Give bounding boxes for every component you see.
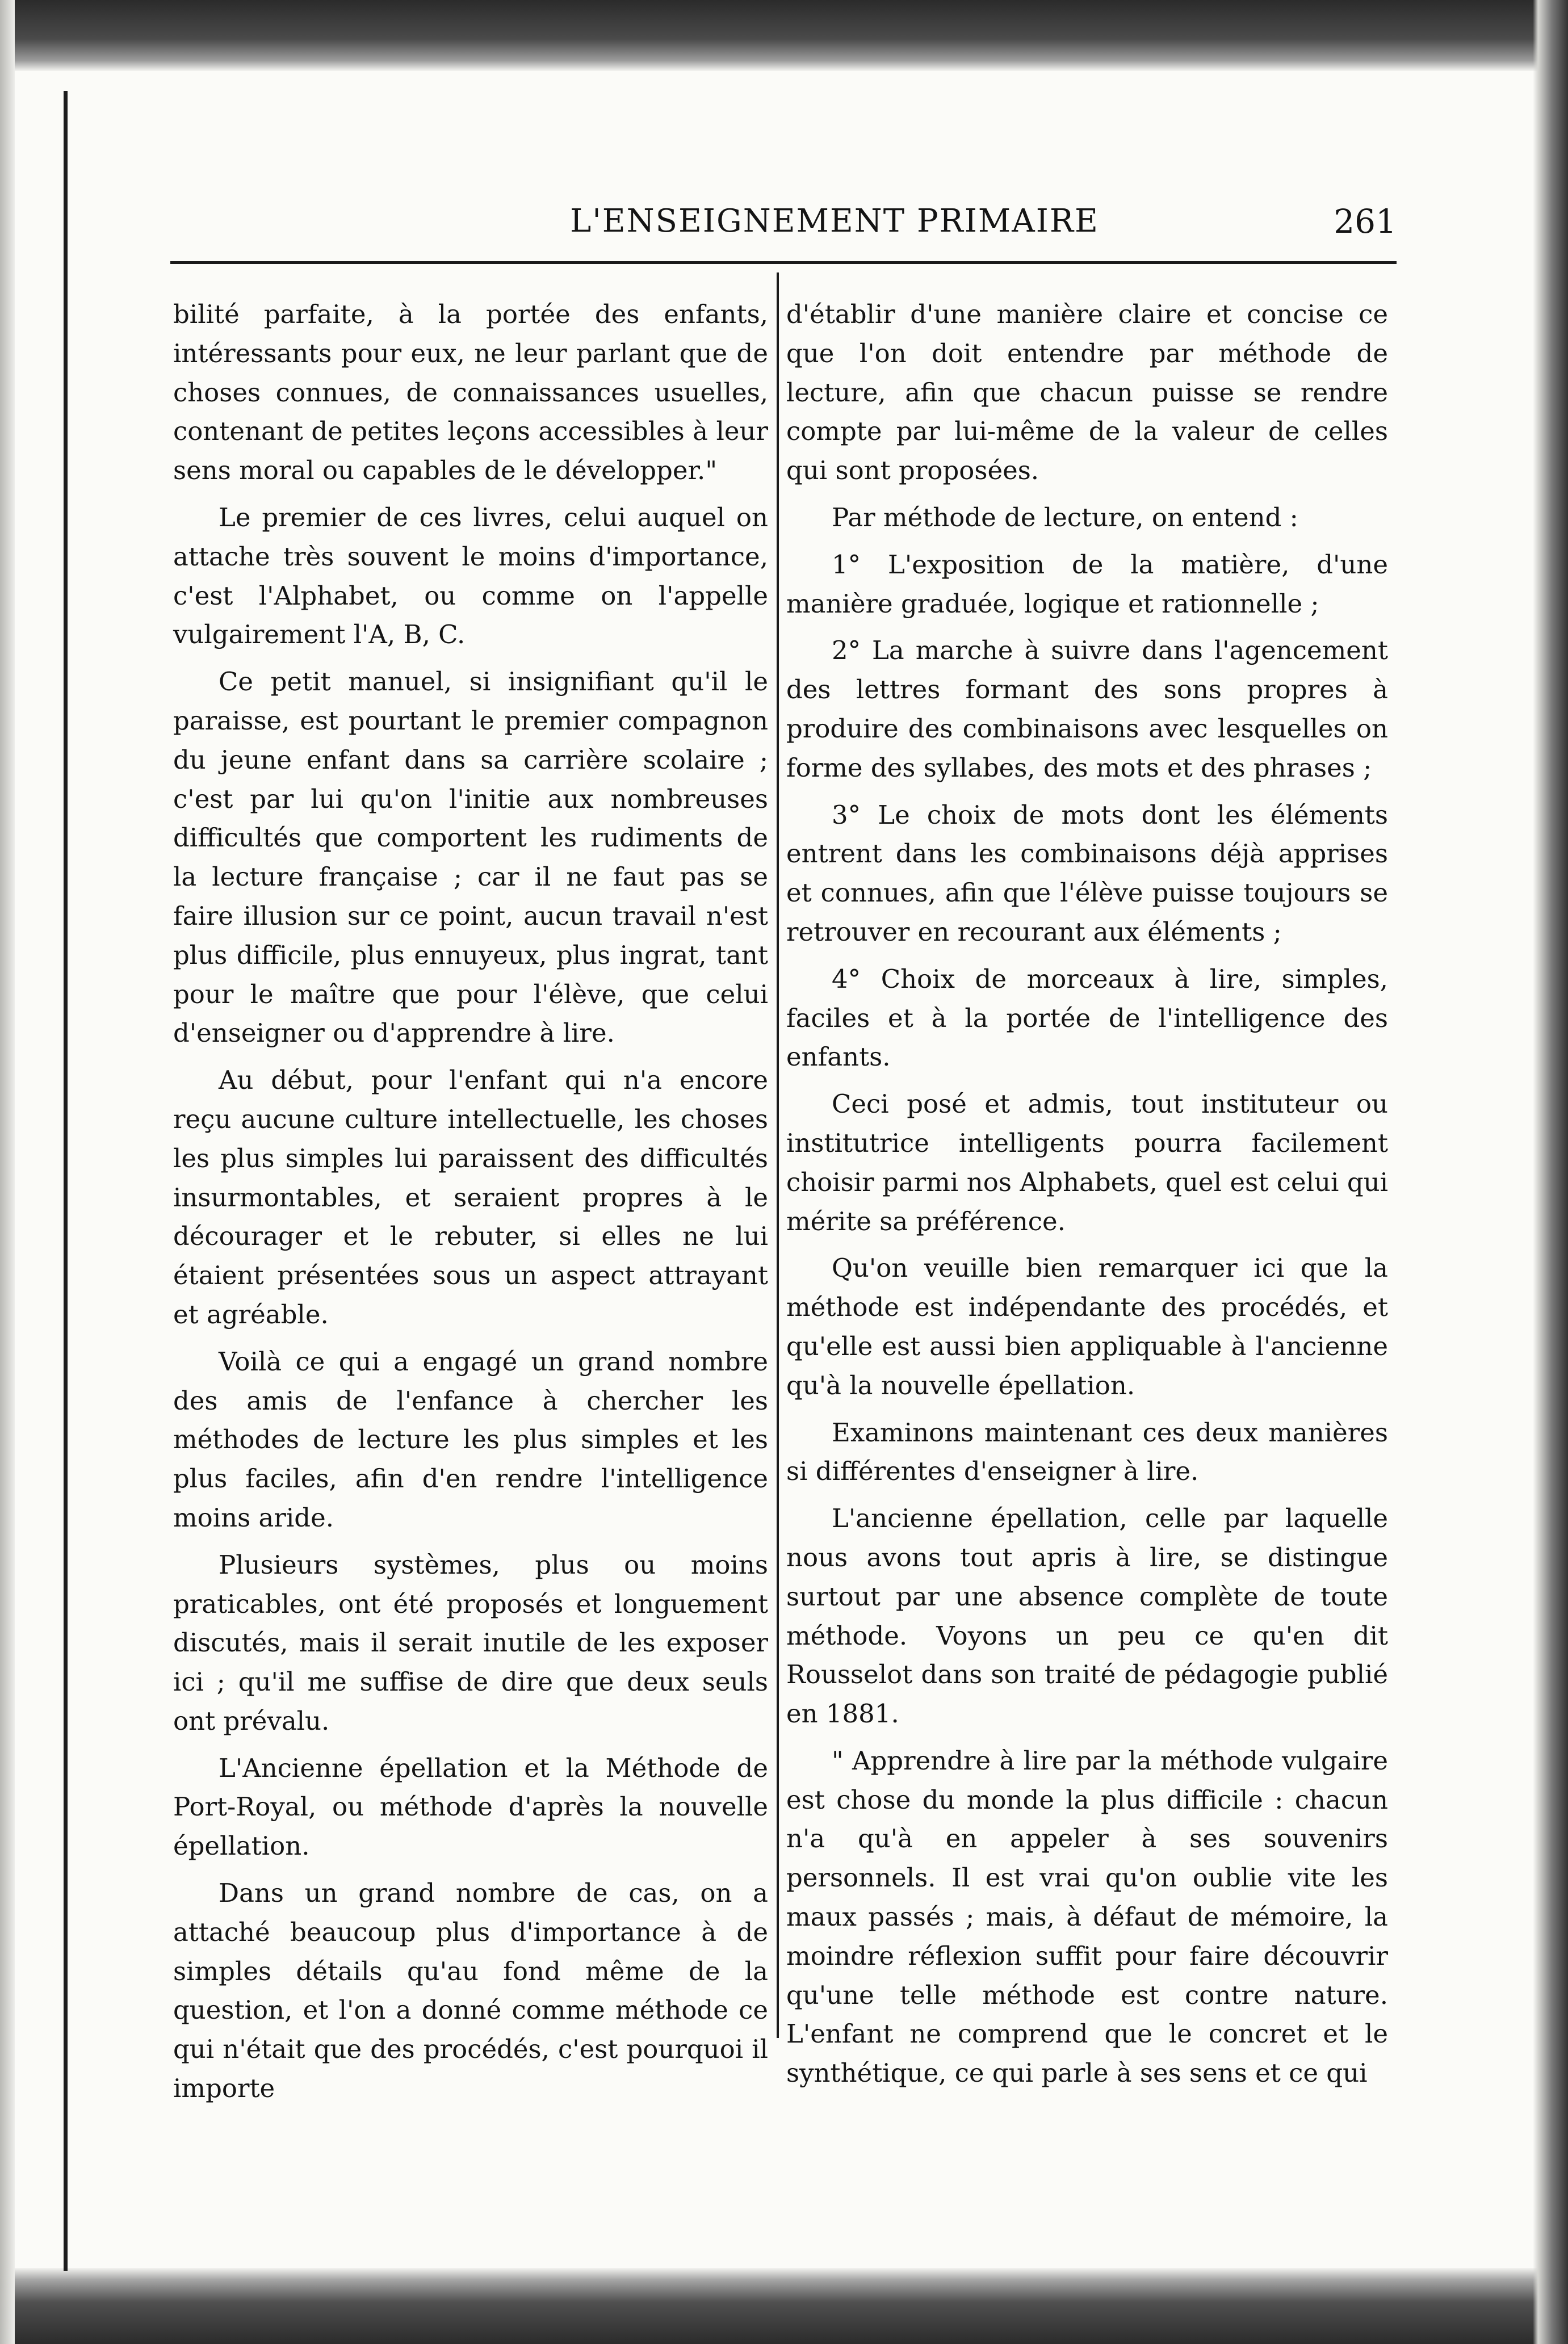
paragraph: bilité parfaite, à la portée des enfants, intéressants pour eux, ne leur parlant que de choses connues, de connaissances usuelles, contenant de petites leçons accessibles à leur sens moral ou capables de le développer." (173, 299, 768, 486)
list-item: 3° Le choix de mots dont les éléments entrent dans les combinaisons déjà apprises et connues, afin que l'élève puisse toujours se retrouver en recourant aux éléments ; (786, 799, 1388, 947)
left-column (173, 295, 768, 2116)
scan-right-edge (1533, 0, 1568, 2344)
paragraph: Par méthode de lecture, on entend : (832, 502, 1298, 532)
paragraph: Plusieurs systèmes, plus ou moins praticables, ont été proposés et longuement discutés, mais il serait inutile de les exposer ici ; qu'il me suffise de dire que deux seuls ont prévalu. (173, 1549, 768, 1736)
paragraph: L'ancienne épellation, celle par laquelle nous avons tout apris à lire, se distingue surtout par une absence complète de toute méthode. Voyons un peu ce qu'en dit Rousselot dans son traité de pédagogie publié en 1881. (786, 1503, 1388, 1729)
binding-line (64, 91, 68, 2271)
paragraph: " Apprendre à lire par la méthode vulgaire est chose du monde la plus difficile : chacun n'a qu'à en appeler à ses souvenirs personnels. Il est vrai qu'on oublie vite les maux passés ; mais, à défaut de mémoire, la moindre réflexion suffit pour faire découvrir qu'une telle méthode est contre nature. L'enfant ne comprend que le concret et le synthétique, ce qui parle à ses sens et ce qui (786, 1745, 1388, 2089)
header-rule (170, 261, 1397, 264)
paragraph: Le premier de ces livres, celui auquel on attache très souvent le moins d'importance, c'est l'Alphabet, ou comme on l'appelle vulgairement l'A, B, C. (173, 502, 768, 650)
paragraph: L'Ancienne épellation et la Méthode de Port-Royal, ou méthode d'après la nouvelle épellation. (173, 1752, 768, 1861)
scan-bottom-edge (0, 2268, 1568, 2344)
paragraph: Au début, pour l'enfant qui n'a encore reçu aucune culture intellectuelle, les choses les plus simples lui paraissent des difficultés insurmontables, et seraient propres à le décourager et le rebuter, si elles ne lui étaient présentées sous un aspect attrayant et agréable. (173, 1065, 768, 1330)
paragraph: Dans un grand nombre de cas, on a attaché beaucoup plus d'importance à de simples détails qu'au fond même de la question, et l'on a donné comme méthode ce qui n'était que des procédés, c'est pourquoi il importe (173, 1878, 768, 2104)
list-item: 2° La marche à suivre dans l'agencement des lettres formant des sons propres à produire des combinaisons avec lesquelles on forme des syllabes, des mots et des phrases ; (786, 635, 1388, 783)
scan-top-edge (0, 0, 1568, 71)
right-column (786, 295, 1388, 2101)
paragraph: Ce petit manuel, si insignifiant qu'il le paraisse, est pourtant le premier compagnon du jeune enfant dans sa carrière scolaire ; c'est par lui qu'on l'initie aux nombreuses difficultés que comportent les rudiments de la lecture française ; car il ne faut pas se faire illusion sur ce point, aucun travail n'est plus difficile, plus ennuyeux, plus ingrat, tant pour le maître que pour l'élève, que celui d'enseigner ou d'apprendre à lire. (173, 666, 768, 1049)
page-number: 261 (1334, 202, 1397, 241)
list-item: 1° L'exposition de la matière, d'une manière graduée, logique et rationnelle ; (786, 549, 1388, 619)
list-item: 4° Choix de morceaux à lire, simples, faciles et à la portée de l'intelligence des enfants. (786, 963, 1388, 1072)
column-divider (777, 272, 779, 2038)
paragraph: Voilà ce qui a engagé un grand nombre des amis de l'enfance à chercher les méthodes de lecture les plus simples et les plus faciles, afin d'en rendre l'intelligence moins aride. (173, 1346, 768, 1533)
paragraph: Ceci posé et admis, tout instituteur ou institutrice intelligents pourra facilement choisir parmi nos Alphabets, quel est celui qui mérite sa préférence. (786, 1089, 1388, 1236)
running-title: L'ENSEIGNEMENT PRIMAIRE (570, 203, 1099, 240)
paragraph: Qu'on veuille bien remarquer ici que la méthode est indépendante des procédés, et qu'elle est aussi bien appliquable à l'ancienne qu'à la nouvelle épellation. (786, 1253, 1388, 1400)
scan-left-edge (0, 0, 15, 2344)
paragraph: d'établir d'une manière claire et concise ce que l'on doit entendre par méthode de lecture, afin que chacun puisse se rendre compte par lui-même de la valeur de celles qui sont proposées. (786, 299, 1388, 486)
paragraph: Examinons maintenant ces deux manières si différentes d'enseigner à lire. (786, 1417, 1388, 1487)
